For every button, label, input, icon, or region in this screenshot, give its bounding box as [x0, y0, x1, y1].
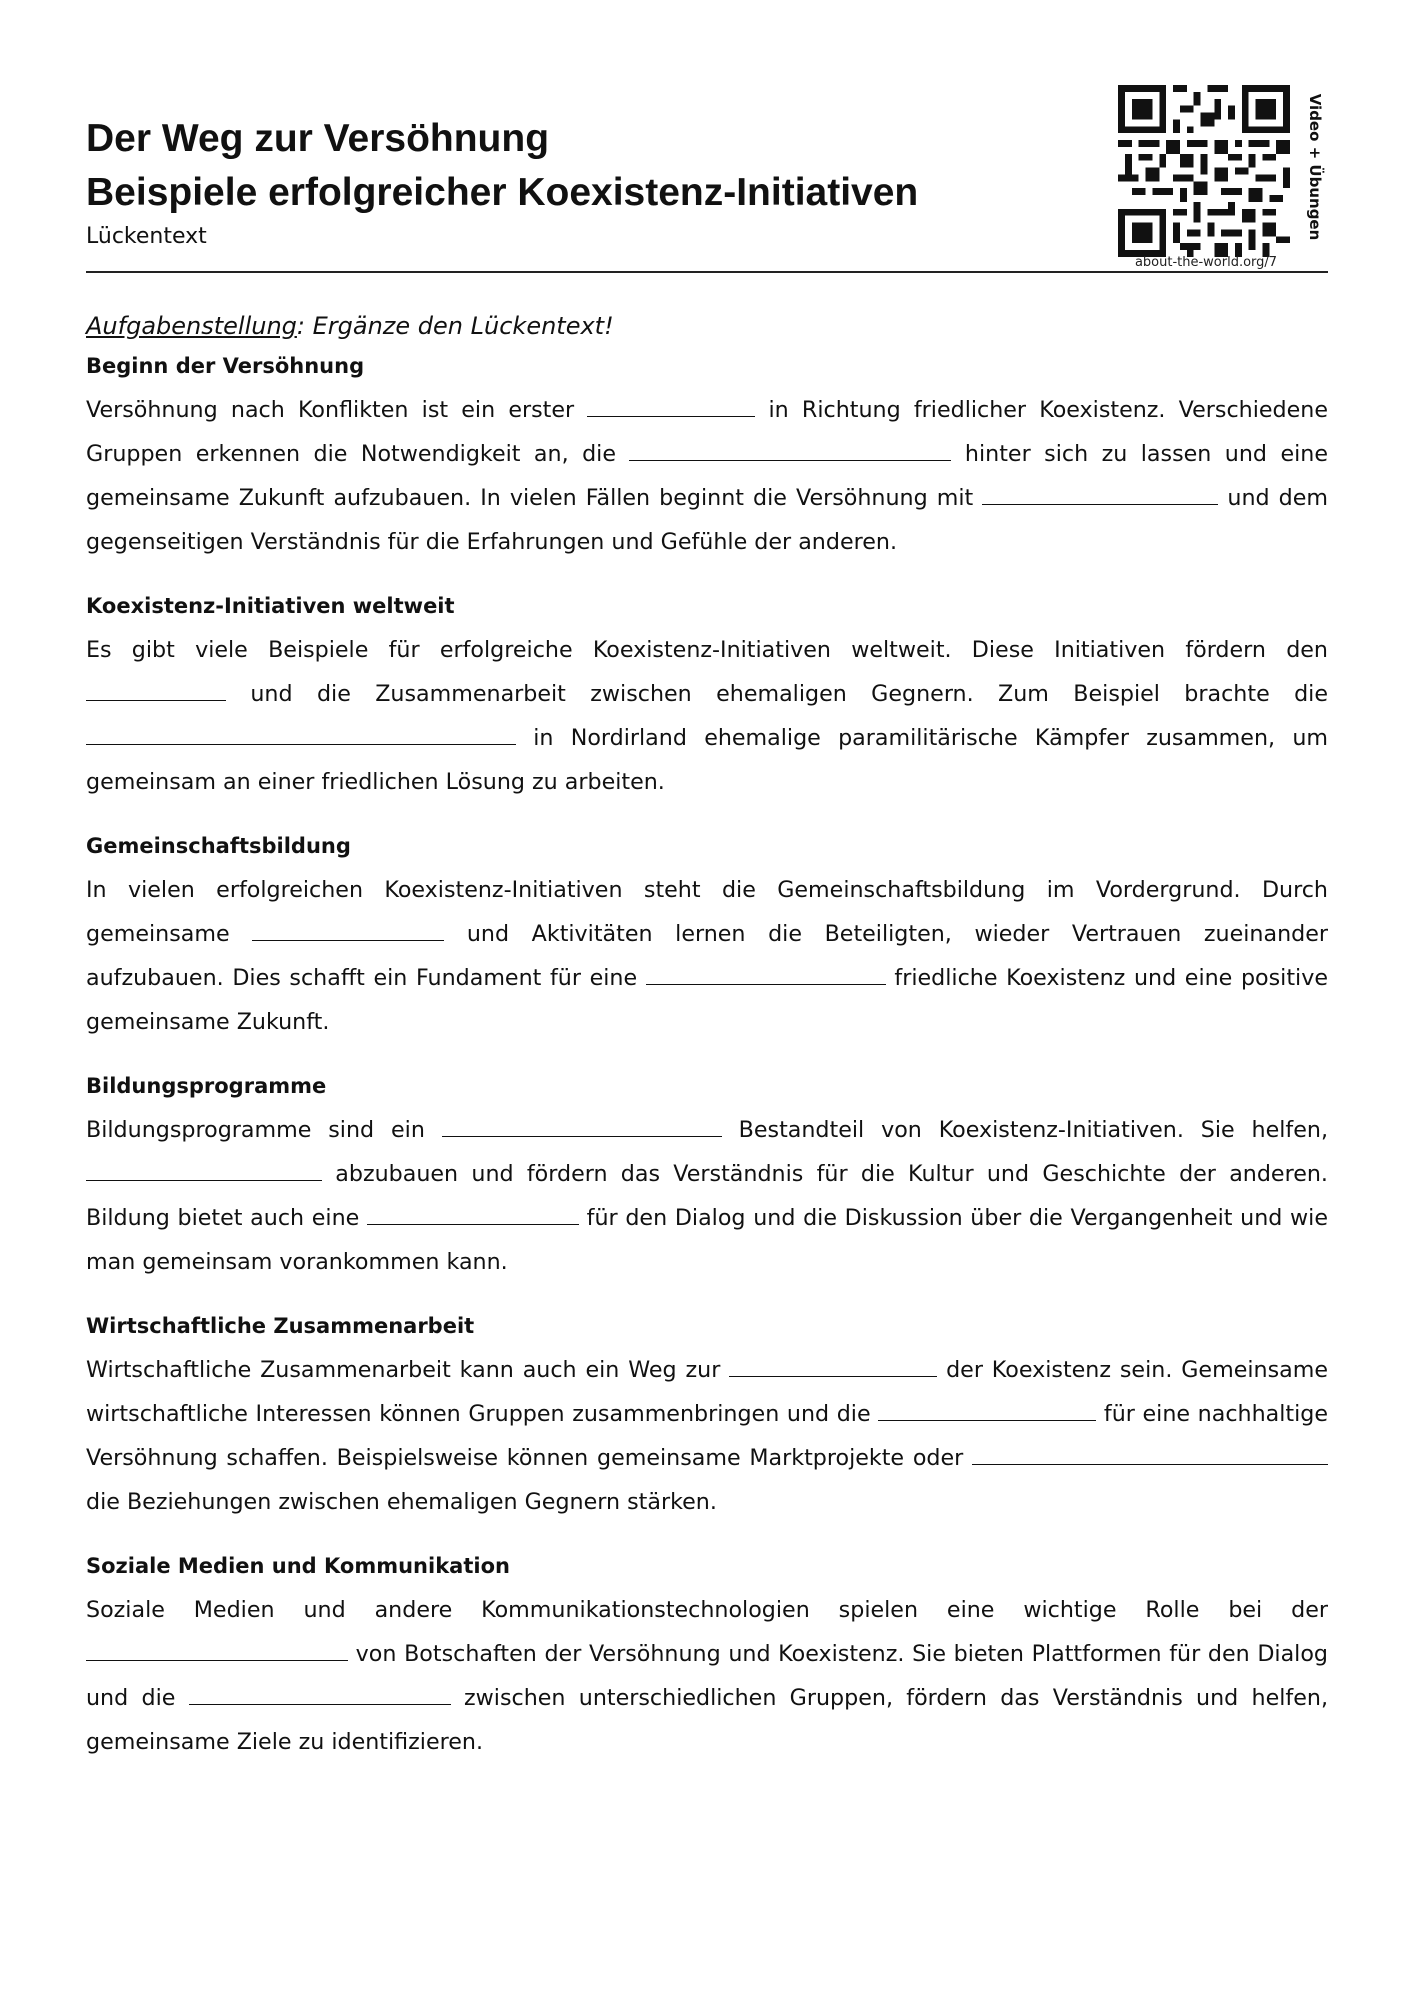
text-segment: für eine nachhaltige Versöhnung schaffen. Beispielsweise können gemeinsame Marktprojekte oder	[86, 1401, 1328, 1471]
text-segment: zwischen unterschiedlichen Gruppen, fördern das Verständnis und helfen, gemeinsame Ziele zu identifizieren.	[86, 1685, 1329, 1755]
section-beginn	[86, 348, 1328, 564]
gap-blank[interactable]	[729, 1358, 937, 1377]
text-segment: für den Dialog und die Diskussion über die Vergangenheit und wie man gemeinsam vorankommen kann.	[86, 1205, 1328, 1275]
gap-blank[interactable]	[367, 1206, 579, 1225]
gap-blank[interactable]	[86, 1162, 322, 1181]
task-text: : Ergänze den Lückentext!	[296, 312, 614, 340]
text-segment: und Aktivitäten lernen die Beteiligten, wieder Vertrauen zueinander aufzubauen. Dies schafft ein Fundament für eine	[86, 921, 1328, 991]
page-subtitle: Lückentext	[86, 224, 207, 249]
section-title: Beginn der Versöhnung	[86, 354, 365, 378]
section-medien	[86, 1548, 1328, 1764]
text-segment: Soziale Medien und andere Kommunikationstechnologien spielen eine wichtige Rolle bei der	[86, 1597, 1328, 1623]
section-gemeinschaft	[86, 828, 1328, 1044]
qr-code-icon	[1118, 85, 1290, 257]
section-title: Wirtschaftliche Zusammenarbeit	[86, 1314, 475, 1338]
gap-blank[interactable]	[86, 1642, 348, 1661]
section-title: Koexistenz-Initiativen weltweit	[86, 594, 455, 618]
text-segment: von Botschaften der Versöhnung und Koexistenz. Sie bieten Plattformen für den Dialog und die	[86, 1641, 1328, 1711]
text-segment: hinter sich zu lassen und eine gemeinsame Zukunft aufzubauen. In vielen Fällen beginnt die Versöhnung mit	[86, 441, 1328, 511]
section-wirtschaft	[86, 1308, 1328, 1524]
text-segment: friedliche Koexistenz und eine positive gemeinsame Zukunft.	[86, 965, 1328, 1035]
section-text	[86, 1588, 1328, 1764]
section-text	[86, 1348, 1328, 1524]
section-bildung	[86, 1068, 1328, 1284]
text-segment: Wirtschaftliche Zusammenarbeit kann auch ein Weg zur	[86, 1357, 730, 1383]
text-segment: Versöhnung nach Konflikten ist ein erster	[86, 397, 588, 423]
gap-blank[interactable]	[972, 1446, 1328, 1465]
header	[86, 112, 1086, 252]
header-divider	[86, 271, 1328, 273]
text-segment: In vielen erfolgreichen Koexistenz-Initiativen steht die Gemeinschaftsbildung im Vordergrund. Durch gemeinsame	[86, 877, 1328, 947]
text-segment: in Richtung friedlicher Koexistenz. Verschiedene Gruppen erkennen die Notwendigkeit an, die	[86, 397, 1328, 467]
gap-blank[interactable]	[629, 442, 951, 461]
text-segment: die Beziehungen zwischen ehemaligen Gegnern stärken.	[86, 1489, 717, 1515]
gap-blank[interactable]	[442, 1118, 722, 1137]
text-segment: in Nordirland ehemalige paramilitärische Kämpfer zusammen, um gemeinsam an einer friedlichen Lösung zu arbeiten.	[86, 725, 1328, 795]
section-title: Bildungsprogramme	[86, 1074, 327, 1098]
section-text	[86, 868, 1328, 1044]
text-segment: und dem gegenseitigen Verständnis für die Erfahrungen und Gefühle der anderen.	[86, 485, 1328, 555]
text-segment: und die Zusammenarbeit zwischen ehemaligen Gegnern. Zum Beispiel brachte die	[226, 681, 1328, 707]
gap-blank[interactable]	[252, 922, 444, 941]
text-segment: Es gibt viele Beispiele für erfolgreiche Koexistenz-Initiativen weltweit. Diese Initiativen fördern den	[86, 637, 1328, 663]
gap-blank[interactable]	[878, 1402, 1096, 1421]
section-text	[86, 628, 1328, 804]
text-segment: Bestandteil von Koexistenz-Initiativen. Sie helfen,	[721, 1117, 1329, 1143]
task-instruction	[86, 306, 1328, 346]
qr-side-label: Video + Übungen	[1306, 93, 1324, 241]
section-title: Soziale Medien und Kommunikation	[86, 1554, 510, 1578]
section-text	[86, 1108, 1328, 1284]
text-segment: Bildungsprogramme sind ein	[86, 1117, 442, 1143]
text-segment: abzubauen und fördern das Verständnis für die Kultur und Geschichte der anderen. Bildung bietet auch eine	[86, 1161, 1328, 1231]
gap-blank[interactable]	[86, 726, 516, 745]
gap-blank[interactable]	[982, 486, 1218, 505]
qr-url[interactable]: about-the-world.org/7	[1134, 255, 1278, 270]
worksheet-body	[86, 306, 1328, 1788]
gap-blank[interactable]	[587, 398, 755, 417]
page-title	[86, 112, 1086, 220]
section-title: Gemeinschaftsbildung	[86, 834, 351, 858]
gap-blank[interactable]	[646, 966, 886, 985]
text-segment: der Koexistenz sein. Gemeinsame wirtschaftliche Interessen können Gruppen zusammenbringen und die	[86, 1357, 1328, 1427]
title-line-1: Der Weg zur Versöhnung	[86, 117, 550, 160]
task-label: Aufgabenstellung	[86, 312, 297, 340]
title-line-2: Beispiele erfolgreicher Koexistenz-Initiativen	[86, 171, 919, 214]
section-text	[86, 388, 1328, 564]
gap-blank[interactable]	[189, 1686, 451, 1705]
gap-blank[interactable]	[86, 682, 226, 701]
section-koexistenz	[86, 588, 1328, 804]
